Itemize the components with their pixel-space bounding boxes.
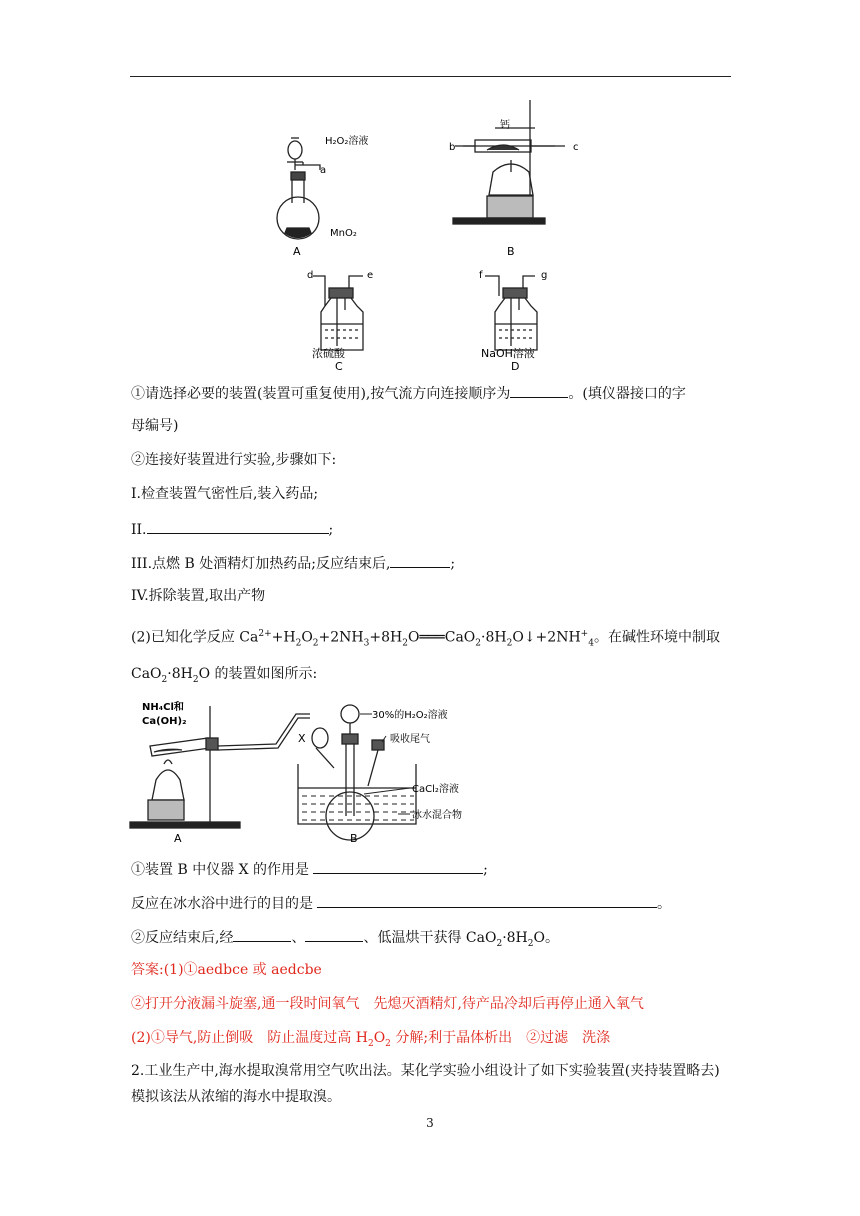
page-number: 3 bbox=[426, 1116, 434, 1130]
b-calcium-label: 钙 bbox=[500, 120, 510, 131]
q1-step4: IV.拆除装置,取出产物 bbox=[131, 588, 266, 604]
a2-reagent-line1: NH₄Cl和 bbox=[142, 702, 184, 713]
d-label: D bbox=[511, 360, 520, 373]
q2-intro-2: $CaO_2\cdot 8H_2O$ 的装置如图所示: bbox=[131, 666, 318, 685]
ice-water-dashes bbox=[302, 796, 414, 820]
q1-line1-text: ①请选择必要的装置(装置可重复使用),按气流方向连接顺序为 bbox=[131, 386, 511, 402]
b2-label: B bbox=[350, 832, 358, 845]
b2-x-label: X bbox=[298, 732, 306, 745]
b2-ice-water-label: 冰水混合物 bbox=[412, 810, 462, 821]
answer-blank bbox=[147, 519, 329, 534]
a2-label: A bbox=[174, 832, 182, 845]
answer-blank bbox=[390, 553, 450, 568]
b2-tail-gas-label: 吸收尾气 bbox=[390, 734, 430, 745]
q1-line1-tail: 。(填仪器接口的字 bbox=[568, 386, 686, 402]
a-port-label: a bbox=[320, 165, 327, 176]
d-port-f-label: f bbox=[479, 270, 483, 281]
a-mno2-label: MnO₂ bbox=[330, 228, 357, 239]
answer-blank bbox=[233, 927, 291, 942]
answer-blank bbox=[317, 893, 657, 908]
c-port-e-label: e bbox=[367, 270, 374, 281]
q1-step1: I.检查装置气密性后,装入药品; bbox=[131, 486, 319, 502]
q2b-line1: ①装置 B 中仪器 X 的作用是 ; bbox=[131, 859, 488, 879]
apparatus-b bbox=[453, 100, 565, 224]
b2-h2o2-label: 30%的H₂O₂溶液 bbox=[372, 710, 448, 721]
q2-intro: (2)已知化学反应 $Ca^{2+}+H_2O_2+2NH_3+8H_2O═══CaO_2\cdot 8H_2O↓+2NH^+_4$。在碱性环境中制取 bbox=[131, 629, 720, 649]
answer-line3: (2)①导气,防止倒吸 防止温度过高 $H_2O_2$ 分解;利于晶体析出 ②过滤 洗涤 bbox=[131, 1030, 611, 1049]
apparatus-figure-2 bbox=[128, 696, 488, 846]
q1-step2-prefix: II. bbox=[131, 522, 147, 538]
apparatus-a bbox=[277, 138, 320, 239]
b2-cacl2-label: CaCl₂溶液 bbox=[412, 784, 459, 795]
apparatus-figure-1 bbox=[265, 100, 595, 380]
q1-step3-text: III.点燃 B 处酒精灯加热药品;反应结束后, bbox=[131, 556, 391, 572]
q1-step3 bbox=[131, 553, 455, 573]
q1-step3-tail: ; bbox=[450, 556, 456, 572]
answer-blank bbox=[510, 383, 568, 398]
q1-step2-tail: ; bbox=[328, 522, 334, 538]
q1-step2 bbox=[131, 519, 333, 539]
b-port-b-label: b bbox=[449, 142, 456, 153]
d-port-g-label: g bbox=[541, 270, 548, 281]
header-rule bbox=[130, 76, 731, 77]
apparatus-d bbox=[485, 276, 537, 350]
q2b-line3: ②反应结束后,经 、 、低温烘干获得 $CaO_2\cdot 8H_2O$。 bbox=[131, 927, 559, 953]
q1-line1c: 母编号) bbox=[131, 418, 179, 434]
q2b-line2: 反应在冰水浴中进行的目的是 。 bbox=[131, 893, 671, 913]
a2-reagent-line2: Ca(OH)₂ bbox=[142, 716, 187, 727]
question-2-text: 2.工业生产中,海水提取溴常用空气吹出法。某化学实验小组设计了如下实验装置(夹持装置略去)模拟该法从浓缩的海水中提取溴。 bbox=[131, 1063, 720, 1105]
answer-line2: ②打开分液漏斗旋塞,通一段时间氧气 先熄灭酒精灯,待产品冷却后再停止通入氧气 bbox=[131, 996, 644, 1012]
d-name-label: NaOH溶液 bbox=[481, 347, 535, 360]
b-port-c-label: c bbox=[573, 142, 579, 153]
q1-line1 bbox=[131, 383, 686, 403]
answer-blank bbox=[305, 927, 363, 942]
b-label: B bbox=[507, 245, 515, 258]
a-h2o2-label: H₂O₂溶液 bbox=[325, 136, 369, 147]
apparatus-c bbox=[313, 276, 363, 350]
answer-blank bbox=[313, 859, 483, 874]
a-label: A bbox=[293, 245, 301, 258]
answer-line1: 答案:(1)①aedbce 或 aedcbe bbox=[131, 962, 322, 978]
q1-line2: ②连接好装置进行实验,步骤如下: bbox=[131, 452, 337, 468]
c-label: C bbox=[335, 360, 343, 373]
c-name-label: 浓硫酸 bbox=[312, 347, 345, 360]
c-port-d-label: d bbox=[307, 270, 314, 281]
